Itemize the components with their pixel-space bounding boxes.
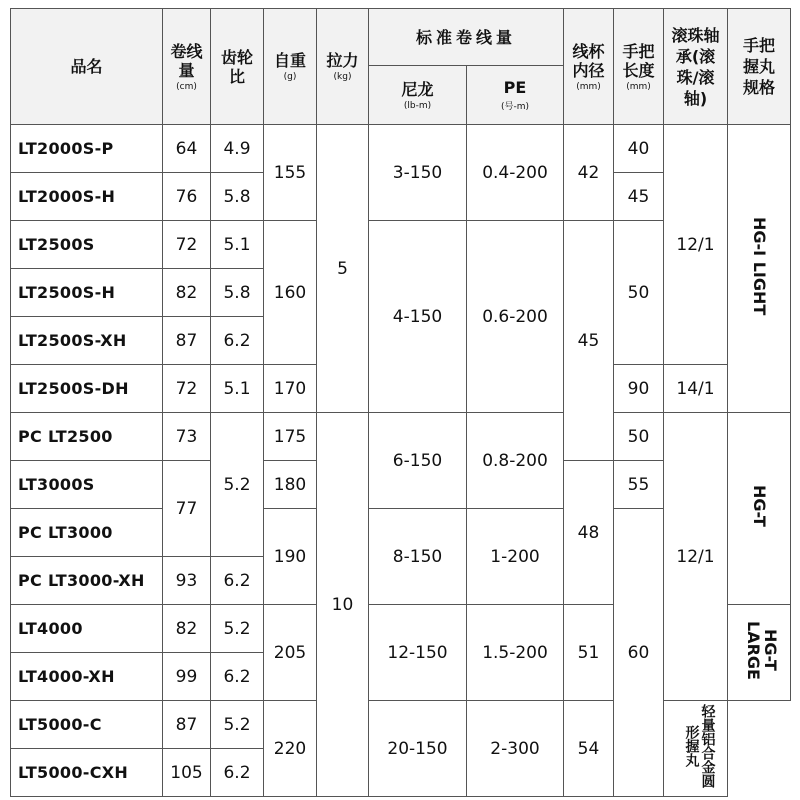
weight-cell: 175 — [264, 413, 317, 461]
header-bearing-label: 滚珠轴承(滚珠/滚轴) — [671, 25, 720, 108]
nylon-cell: 8-150 — [369, 509, 467, 605]
capacity-cell: 87 — [163, 701, 211, 749]
model-name: PC LT2500 — [11, 413, 163, 461]
spec-table — [10, 8, 791, 797]
model-name: LT2500S-XH — [11, 317, 163, 365]
bearing-cell: 12/1 — [664, 413, 728, 701]
header-capacity-unit: (cm) — [176, 81, 197, 92]
header-name: 品名 — [11, 9, 163, 125]
pe-cell: 1-200 — [467, 509, 564, 605]
pe-cell: 1.5-200 — [467, 605, 564, 701]
nylon-cell: 20-150 — [369, 701, 467, 797]
gear-cell: 6.2 — [211, 749, 264, 797]
handle-cell: 45 — [614, 173, 664, 221]
table-row — [11, 701, 791, 749]
header-pe — [467, 66, 564, 125]
header-spool-dia — [564, 9, 614, 125]
weight-cell: 180 — [264, 461, 317, 509]
knob-cell — [728, 125, 791, 413]
handle-cell: 40 — [614, 125, 664, 173]
model-name: LT5000-CXH — [11, 749, 163, 797]
knob-text: HG-I LIGHT — [750, 216, 769, 316]
capacity-cell: 77 — [163, 461, 211, 557]
gear-cell: 5.8 — [211, 173, 264, 221]
header-gear-label: 齿轮比 — [220, 47, 253, 86]
table-row — [11, 413, 791, 461]
nylon-cell: 6-150 — [369, 413, 467, 509]
capacity-cell: 82 — [163, 605, 211, 653]
spool-cell: 48 — [564, 461, 614, 605]
nylon-cell: 12-150 — [369, 605, 467, 701]
header-nylon — [369, 66, 467, 125]
header-weight-unit: (g) — [283, 72, 297, 82]
header-nylon-label: 尼龙 — [401, 79, 434, 99]
gear-cell: 6.2 — [211, 317, 264, 365]
capacity-cell: 76 — [163, 173, 211, 221]
bearing-cell: 14/1 — [664, 365, 728, 413]
header-spool-label: 线杯内径 — [572, 41, 605, 80]
handle-cell: 60 — [614, 509, 664, 797]
spool-cell: 51 — [564, 605, 614, 701]
model-name: LT2500S-H — [11, 269, 163, 317]
capacity-cell: 105 — [163, 749, 211, 797]
spool-cell: 45 — [564, 221, 614, 461]
weight-cell: 190 — [264, 509, 317, 605]
gear-cell: 5.2 — [211, 605, 264, 653]
header-weight-label: 自重 — [273, 51, 306, 70]
header-knob-label: 手把握丸规格 — [742, 36, 775, 97]
model-name: LT4000-XH — [11, 653, 163, 701]
header-capacity — [163, 9, 211, 125]
header-handle-len — [614, 9, 664, 125]
header-drag — [317, 9, 369, 125]
header-handle-unit: (mm) — [626, 81, 651, 92]
header-drag-label: 拉力 — [326, 51, 359, 70]
nylon-cell: 4-150 — [369, 221, 467, 413]
capacity-cell: 87 — [163, 317, 211, 365]
model-name: LT2500S-DH — [11, 365, 163, 413]
capacity-cell: 82 — [163, 269, 211, 317]
header-pe-label: PE — [503, 78, 527, 97]
header-knob — [728, 9, 791, 125]
weight-cell: 220 — [264, 701, 317, 797]
capacity-cell: 99 — [163, 653, 211, 701]
header-weight — [264, 9, 317, 125]
pe-cell: 0.8-200 — [467, 413, 564, 509]
knob-cell — [728, 605, 791, 701]
header-handle-label: 手把长度 — [622, 41, 655, 80]
gear-cell: 6.2 — [211, 653, 264, 701]
handle-cell: 50 — [614, 413, 664, 461]
capacity-cell: 93 — [163, 557, 211, 605]
gear-cell: 6.2 — [211, 557, 264, 605]
model-name: PC LT3000-XH — [11, 557, 163, 605]
handle-cell: 90 — [614, 365, 664, 413]
knob-text: 轻量铝合金圆形握丸 — [683, 704, 716, 788]
pe-cell: 2-300 — [467, 701, 564, 797]
header-capacity-label: 卷线量 — [170, 41, 203, 80]
model-name: LT2000S-H — [11, 173, 163, 221]
nylon-cell: 3-150 — [369, 125, 467, 221]
drag-cell: 5 — [317, 125, 369, 413]
gear-cell: 5.2 — [211, 701, 264, 749]
model-name: LT4000 — [11, 605, 163, 653]
capacity-cell: 73 — [163, 413, 211, 461]
gear-cell: 5.2 — [211, 413, 264, 557]
bearing-cell: 12/1 — [664, 125, 728, 365]
knob-text: HG-T — [750, 485, 769, 527]
gear-cell: 5.1 — [211, 365, 264, 413]
model-name: PC LT3000 — [11, 509, 163, 557]
weight-cell: 205 — [264, 605, 317, 701]
pe-cell: 0.4-200 — [467, 125, 564, 221]
pe-cell: 0.6-200 — [467, 221, 564, 413]
table-row — [11, 125, 791, 173]
weight-cell: 155 — [264, 125, 317, 221]
weight-cell: 160 — [264, 221, 317, 365]
header-pe-unit: (号-m) — [500, 102, 530, 112]
model-name: LT3000S — [11, 461, 163, 509]
gear-cell: 5.8 — [211, 269, 264, 317]
capacity-cell: 64 — [163, 125, 211, 173]
handle-cell: 50 — [614, 221, 664, 365]
weight-cell: 170 — [264, 365, 317, 413]
model-name: LT2500S — [11, 221, 163, 269]
drag-cell: 10 — [317, 413, 369, 797]
header-drag-unit: (kg) — [333, 72, 352, 82]
gear-cell: 4.9 — [211, 125, 264, 173]
header-spool-unit: (mm) — [576, 81, 601, 92]
handle-cell: 55 — [614, 461, 664, 509]
knob-cell — [728, 413, 791, 605]
header-nylon-unit: (lb-m) — [403, 100, 432, 111]
gear-cell: 5.1 — [211, 221, 264, 269]
model-name: LT5000-C — [11, 701, 163, 749]
spec-table-wrapper — [10, 8, 791, 797]
spool-cell: 42 — [564, 125, 614, 221]
knob-cell — [664, 701, 728, 797]
capacity-cell: 72 — [163, 365, 211, 413]
header-bearing — [664, 9, 728, 125]
header-gear — [211, 9, 264, 125]
capacity-cell: 72 — [163, 221, 211, 269]
knob-text: HG-T LARGE — [744, 620, 780, 680]
header-line-group: 标准卷线量 — [369, 9, 564, 66]
spool-cell: 54 — [564, 701, 614, 797]
model-name: LT2000S-P — [11, 125, 163, 173]
